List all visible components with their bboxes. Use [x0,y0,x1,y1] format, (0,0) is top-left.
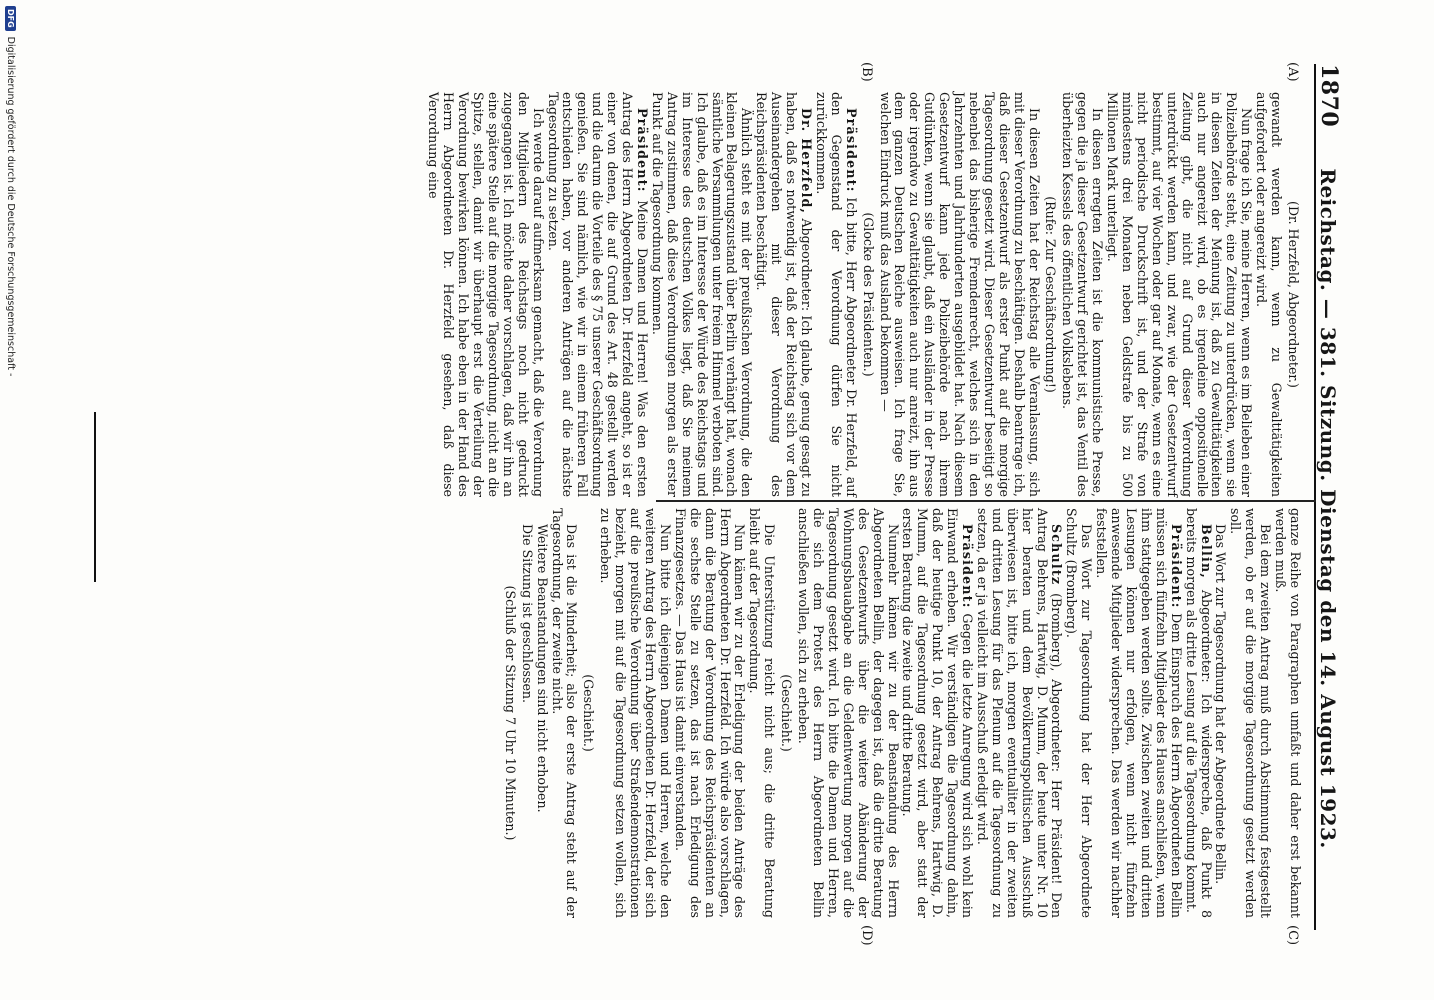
speaker-name: Dr. Herzfeld, [799,108,814,215]
paragraph: Die Unterstützung reicht nicht aus; die dritte Beratung bleibt auf der Tagesordnung. [747,508,778,918]
interjection: (Geschieht.) [581,674,597,752]
interjection: (Rufe: Zur Geschäftsordnung!) [1043,196,1059,393]
speech [1093,508,1182,918]
speech [1183,508,1213,918]
speech-text: Gegen die letzte Anregung wird sich wohl kein Einwand erheben. Wir verständigen die Tagesordnung dahin, daß der heutige Punkt 10, der Antrag Behrens, Hartwig, D. Mumm, auf die Tagesordnung gesetzt wird, aber statt der ersten Beratung die zweite und dritte Beratung. [900,508,976,918]
paragraph: Nun frage ich Sie, meine Herren, wenn es im Belieben einer Polizeibehörde steht, eine Zeitung zu unterdrücken, wenn sie in diesen Zeiten der Meinung ist, daß zu Gewalttätigkeiten auch nur angereizt wird, ob es irgendeine oppositionelle Zeitung gibt, die nicht auf Grund dieser Verordnung unterdrückt werden kann, und zwar, wie der Gesetzentwurf bestimmt, auf vier Wochen oder gar auf Monate, wenn es eine nicht periodische Druckschrift ist, und der Strafe von mindestens drei Monaten neben Geldstrafe bis zu 500 Millionen Mark unterliegt. [1105,92,1255,497]
paragraph: Nun bitte ich diejenigen Damen und Herren, welche den weiteren Antrag des Herrn Abgeordneten Dr. Herzfeld, der sich auf die preußische Verordnung über Straßendemonstrationen bezieht, morgen mit auf die Tagesordnung setzen wollen, sich zu erheben. [598,508,673,918]
paragraph: Nunmehr kämen wir zu der Beanstandung des Herrn Abgeordneten Bellin, der dagegen ist, daß die dritte Beratung des Gesetzentwurfs über die weitere Abänderung der Wohnungsbauabgabe an die Geldentwertung morgen auf die Tagesordnung gesetzt wird. Ich bitte die Damen und Herren, die sich dem Protest des Herrn Abgeordneten Bellin anschließen wollen, sich zu erheben. [796,508,901,918]
speech [753,92,813,497]
speech [545,92,649,497]
speaker-name: Präsident: [1168,524,1184,609]
speaker-name: Schultz [1049,524,1065,586]
margin-letter-c: (C) [1285,925,1300,946]
speaker-name: Bellin, [1198,524,1214,579]
interjection: (Glocke des Präsidenten.) [860,212,876,377]
speech [974,508,1063,918]
speech-text: Abgeordneter: Ich widerspreche, daß Punkt 8 bereits morgen als dritte Lesung auf die Tagesordnung kommt. [1183,508,1214,918]
paragraph: Das Wort zur Tagesordnung hat der Abgeordnete Bellin. [1213,524,1229,885]
end-rule [94,412,96,582]
page-number: 1870 [1316,64,1342,128]
speech-text: Abgeordneter: Ich glaube, genug gesagt zu haben, daß es notwendig ist, daß der Reichstag sich vor dem Auseinandergehen mit dieser Verordnung des Reichspräsidenten beschäftigt. [754,92,814,497]
paragraph: In diesen Zeiten hat der Reichstag alle Veranlassung, sich mit dieser Verordnung zu beschäftigen. Deshalb beantrage ich, daß dieser Gesetzentwurf als erster Punkt auf die morgige Tagesordnung gesetzt wird. Dieser Gesetzentwurf beseitigt so nebenbei das bisherige Fremdenrecht, welches sich in den Jahrzehnten und Jahrhunderten ausgebildet hat. Nach diesem Gesetzentwurf kann jede Polizeibehörde nach ihrem Gutdünken, wenn sie glaubt, daß ein Ausländer in der Presse oder irgendwo zu Gewalttätigkeiten auch nur anreizt, ihn aus dem ganzen Deutschen Reiche ausweisen. Ich frage Sie, welchen Eindruck muß das Ausland bekommen — [877,92,1042,497]
speech-text: Dem Einspruch des Herrn Abgeordneten Bellin müssen sich fünfzehn Mitglieder des Hauses anschließen, wenn ihm stattgegeben werden sollte. Zwischen zweiten und dritten Lesungen können nur erfolgen, wenn nicht fünfzehn anwesende Mitglieder widersprechen. Das werden wir nachher feststellen. [1094,508,1184,918]
paragraph: Nun kämen wir zu der Erledigung der beiden Anträge des Herrn Abgeordneten Dr. Herzfeld. Ich würde also vorschlagen, dann die Beratung der Verordnung des Reichspräsidenten an die sechste Stelle zu setzen, das ist nach Erledigung des Finanzgesetzes. — Das Haus ist damit einverstanden. [672,508,748,918]
paragraph: Ähnlich steht es mit der preußischen Verordnung, die den kleinen Belagerungszustand über Berlin verhängt hat, wonach sämtliche Versammlungen unter freiem Himmel verboten sind. Ich glaube, daß es im Interesse der Würde des Reichstags und im Interesse des deutschen Volkes liegt, daß Sie meinem Antrag zustimmen, daß diese Verordnungen morgen als erster Punkt auf die Tagesordnung kommen. [649,92,755,497]
paragraph: Das Wort zur Tagesordnung hat der Herr Abgeordnete Schultz (Bromberg). [1064,508,1095,918]
header-title: Reichstag. — 381. Sitzung. Dienstag den 14. August 1923. [1316,168,1340,849]
paragraph: In diesen erregten Zeiten ist die kommunistische Presse, gegen die ja dieser Gesetzentwurf gerichtet ist, das Ventil des überheizten Kessels des öffentlichen Volkslebens. [1060,92,1106,497]
column-divider [656,500,1316,502]
margin-letter-b: (B) [859,62,874,82]
speech-text: Ich bitte, Herr Abgeordneter Dr. Herzfeld, auf den Gegenstand der Verordnung dürfen Sie nicht zurückkommen. [813,92,859,497]
paragraph: Die Sitzung ist geschlossen. [519,524,535,704]
speech [813,92,858,497]
margin-letter-a: (A) [1285,62,1300,82]
speech-text: (Bromberg), Abgeordneter: Herr Präsident! Den Antrag Behrens, Hartwig, D. Mumm, der heute unter Nr. 10 hier beraten und dem Bevölkerungspolitischen Ausschuß überwiesen ist, bitte ich, morgen eventualiter in der zweiten und dritten Lesung für das Plenum auf die Tagesordnung zu setzen, da er ja vielleicht im Ausschuß erledigt wird. [974,508,1065,918]
speech-text: Meine Damen und Herren! Was den ersten Antrag des Herrn Abgeordneten Dr. Herzfeld angeht, so ist er einer von denen, die auf Grund des Art. 48 gestellt werden und die darum die Vorteile des § 75 unserer Geschäftsordnung genießen. Sie sind nämlich, wie wir in einem früheren Fall entschieden haben, vor anderen Anträgen auf die nächste Tagesordnung zu setzen. [545,92,651,497]
margin-letter-d: (D) [859,925,874,946]
credit-text: Digitalisierung gefördert durch die Deutsche Forschungsgemeinschaft - [5,36,16,377]
speaker-name: Präsident: [635,108,651,193]
paragraph: gewandt werden kann, wenn zu Gewalttätigkeiten aufgefordert oder angereizt wird. [1254,92,1285,497]
speaker-name: Präsident: [843,108,859,193]
left-column [425,92,1302,497]
right-column [500,508,1302,918]
paragraph: Bei dem zweiten Antrag muß durch Abstimmung festgestellt werden, ob er auf die morgige Tagesordnung gesetzt werden soll. [1228,508,1274,918]
speaker-name: Präsident: [960,524,976,609]
session-close-note: (Schluß der Sitzung 7 Uhr 10 Minuten.) [502,585,518,841]
paragraph: Das ist die Minderheit; also der erste Antrag steht auf der Tagesordnung, der zweite nicht. [549,508,580,918]
interjection: (Geschieht.) [779,674,795,752]
paragraph: Weitere Beanstandungen sind nicht erhoben. [534,524,550,813]
page-header [1314,64,1358,930]
speaker-continuation: (Dr. Herzfeld, Abgeordneter.) [1286,201,1301,388]
paragraph: Ich werde darauf aufmerksam gemacht, daß die Verordnung den Mitgliedern des Reichstags noch nicht gedruckt zugegangen ist. Ich möchte daher vorschlagen, daß wir ihn an eine spätere Stelle auf die morgige Tagesordnung, nicht an die Spitze, stellen, damit wir überhaupt erst die Verteilung der Verordnung bewirken können. Ich habe eben in der Hand des Herrn Abgeordneten Dr. Herzfeld gesehen, daß diese Verordnung eine [426,92,546,497]
paragraph: ganze Reihe von Paragraphen umfaßt und daher erst bekannt werden muß. [1273,508,1303,918]
digitization-credit [5,0,16,1006]
speech [900,508,975,918]
dfg-logo: DFG [5,6,16,31]
